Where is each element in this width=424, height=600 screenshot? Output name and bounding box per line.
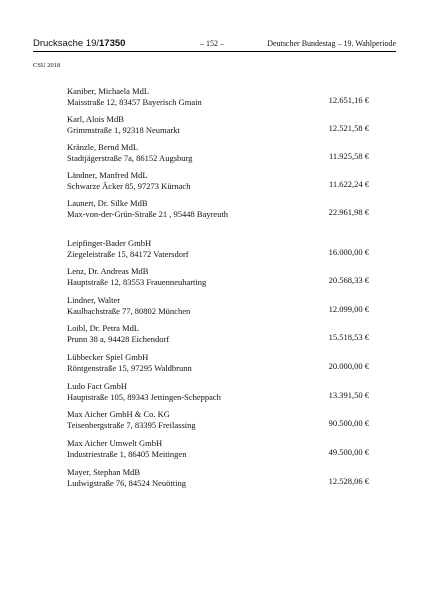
donor-entry xyxy=(67,142,369,166)
donor-entry xyxy=(67,114,369,138)
donor-entry xyxy=(67,266,369,290)
donor-address: Max-von-der-Grün-Straße 21 , 95448 Bayreuth xyxy=(67,209,229,219)
donor-entry xyxy=(67,352,369,376)
header-rule xyxy=(33,51,396,52)
donor-entry xyxy=(67,381,369,405)
donor-name: Kaniber, Michaela MdL xyxy=(67,86,150,96)
donor-name: Ländner, Manfred MdL xyxy=(67,170,148,180)
donation-amount: 12.528,06 € xyxy=(328,476,369,486)
donor-entry xyxy=(67,86,369,110)
donor-entry xyxy=(67,409,369,433)
donation-amount: 12.521,58 € xyxy=(328,123,369,133)
donor-name: Mayer, Stephan MdB xyxy=(67,467,141,477)
donation-amount: 90.500,00 € xyxy=(328,418,369,428)
donation-amount: 20.568,33 € xyxy=(328,275,369,285)
donor-name: Launert, Dr. Silke MdB xyxy=(67,198,148,208)
donor-name: Ludo Fact GmbH xyxy=(67,381,127,391)
donor-name: Kränzle, Bernd MdL xyxy=(67,142,139,152)
page-header xyxy=(33,38,396,51)
donor-address: Ziegeleistraße 15, 84172 Vatersdorf xyxy=(67,249,189,259)
donor-name: Leipfinger-Bader GmbH xyxy=(67,238,152,248)
donor-address: Prunn 38 a, 94428 Eichendorf xyxy=(67,334,170,344)
donor-address: Hauptstraße 105, 89343 Jettingen-Scheppach xyxy=(67,392,221,402)
donation-amount: 12.651,16 € xyxy=(328,95,369,105)
donor-name: Lindner, Walter xyxy=(67,295,121,305)
donor-name: Max Aicher Umwelt GmbH xyxy=(67,438,163,448)
donor-address: Kaulbachstraße 77, 80802 München xyxy=(67,306,191,316)
donation-amount: 22.961,98 € xyxy=(328,207,369,217)
donor-entry xyxy=(67,238,369,262)
donation-amount: 15.518,53 € xyxy=(328,332,369,342)
donor-entry xyxy=(67,295,369,319)
donor-entry xyxy=(67,170,369,194)
section-label: CSU 2018 xyxy=(33,62,61,69)
document-prefix: Drucksache 19/ xyxy=(33,38,100,49)
donor-entry xyxy=(67,323,369,347)
donor-address: Industriestraße 1, 86405 Meitingen xyxy=(67,449,187,459)
donor-address: Teisenbergstraße 7, 83395 Freilassing xyxy=(67,420,196,430)
donation-amount: 13.391,50 € xyxy=(328,390,369,400)
donor-name: Loibl, Dr. Petra MdL xyxy=(67,323,140,333)
donor-name: Lenz, Dr. Andreas MdB xyxy=(67,266,149,276)
donor-address: Grimmstraße 1, 92318 Neumarkt xyxy=(67,125,180,135)
donation-amount: 49.500,00 € xyxy=(328,447,369,457)
donor-entry xyxy=(67,198,369,222)
donor-address: Ludwigstraße 76, 84524 Neuötting xyxy=(67,478,186,488)
publication-title: Deutscher Bundestag – 19. Wahlperiode xyxy=(267,39,396,48)
donor-address: Schwarze Äcker 85, 97273 Kürnach xyxy=(67,181,191,191)
donor-address: Stadtjägerstraße 7a, 86152 Augsburg xyxy=(67,153,193,163)
donation-amount: 11.622,24 € xyxy=(328,179,369,189)
donor-address: Maisstraße 12, 83457 Bayerisch Gmain xyxy=(67,97,202,107)
donation-amount: 16.000,00 € xyxy=(328,247,369,257)
donation-amount: 11.925,58 € xyxy=(328,151,369,161)
donor-name: Max Aicher GmbH & Co. KG xyxy=(67,409,170,419)
donor-name: Karl, Alois MdB xyxy=(67,114,124,124)
donor-entry xyxy=(67,467,369,491)
donor-address: Hauptstraße 12, 83553 Frauenneuharting xyxy=(67,277,207,287)
donation-amount: 20.000,00 € xyxy=(328,361,369,371)
donor-entry xyxy=(67,438,369,462)
document-number-bold: 17350 xyxy=(99,38,126,49)
document-number xyxy=(33,38,125,49)
page-number: – 152 – xyxy=(200,39,224,48)
donor-address: Röntgenstraße 15, 97295 Waldbrunn xyxy=(67,363,192,373)
donor-name: Lübbecker Spiel GmbH xyxy=(67,352,149,362)
donation-amount: 12.099,00 € xyxy=(328,304,369,314)
